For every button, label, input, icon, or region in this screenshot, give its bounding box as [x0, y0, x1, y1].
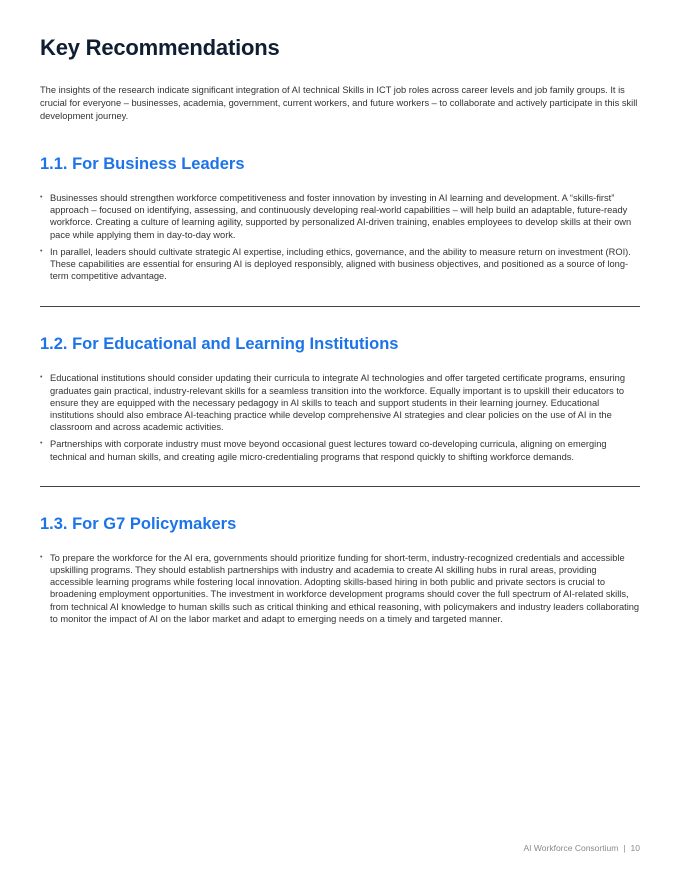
footer-organization: AI Workforce Consortium	[523, 843, 619, 853]
page-footer	[524, 843, 640, 853]
section-heading: 1.2. For Educational and Learning Institutions	[40, 335, 399, 354]
bullet-list	[40, 372, 640, 462]
section-divider	[40, 486, 640, 487]
section-business-leaders	[40, 153, 640, 282]
page-title: Key Recommendations	[40, 35, 280, 60]
page-number: 10	[630, 843, 640, 853]
bullet-list	[40, 552, 640, 625]
section-heading: 1.3. For G7 Policymakers	[40, 514, 237, 533]
section-g7-policymakers	[40, 513, 640, 625]
section-heading: 1.1. For Business Leaders	[40, 155, 245, 173]
intro-paragraph: The insights of the research indicate significant integration of AI technical Skills in ICT job roles across career levels and job family groups. It is crucial for everyone – businesses, academia, government, current workers, and future workers – to collaborate and actively participate in this skill development journey.	[40, 85, 638, 121]
section-divider	[40, 306, 640, 307]
section-educational-institutions	[40, 333, 640, 462]
document-page	[40, 34, 640, 630]
list-item: • Businesses should strengthen workforce competitiveness and foster innovation by investing in AI learning and development. A “skills-first” approach – focused on identifying, assessing, and continuously developing real-world capabilities – will help build an adaptable, future-ready workforce. Creating a culture of learning agility, supported by personalized AI-driven training, enables employees to develop skills at their own pace while applying them in day-to-day work.	[40, 192, 640, 241]
footer-separator: |	[623, 843, 626, 853]
list-item: • In parallel, leaders should cultivate strategic AI expertise, including ethics, governance, and the ability to measure return on investment (ROI). These capabilities are essential for ensuring AI is deployed responsibly, aligned with business objectives, and positioned as a source of long-term competitive advantage.	[40, 246, 640, 283]
bullet-list	[40, 192, 640, 282]
list-item: • Partnerships with corporate industry must move beyond occasional guest lectures toward co-developing curricula, aligning on emerging technical and human skills, and creating agile micro-credentialing programs that respond quickly to shifting workforce demands.	[40, 438, 640, 462]
list-item: • To prepare the workforce for the AI era, governments should prioritize funding for short-term, industry-recognized credentials and accessible upskilling programs. They should establish partnerships with industry and academia to create AI skilling hubs in rural areas, providing accessible learning programs while fostering local innovation. Adopting skills-based hiring in both public and private sectors is crucial to broadening employment opportunities. The investment in workforce development programs should cover the full spectrum of AI-related skills, from technical AI knowledge to human skills such as critical thinking and ethical reasoning, with policymakers and industry leaders collaborating to monitor the impact of AI on the labor market and adapt to emerging needs on a timely and targeted manner.	[40, 552, 640, 625]
list-item: • Educational institutions should consider updating their curricula to integrate AI technologies and offer targeted certificate programs, ensuring graduates gain practical, industry-relevant skills for a seamless transition into the workforce. Equally important is to upskill their educators to ensure they are equipped with the necessary pedagogy in AI skills to teach and support students in their learning journey. Educational institutions should also embrace AI-teaching practice while develop comprehensive AI strategies and clear policies on the use of AI in the classroom and across academic activities.	[40, 372, 640, 433]
